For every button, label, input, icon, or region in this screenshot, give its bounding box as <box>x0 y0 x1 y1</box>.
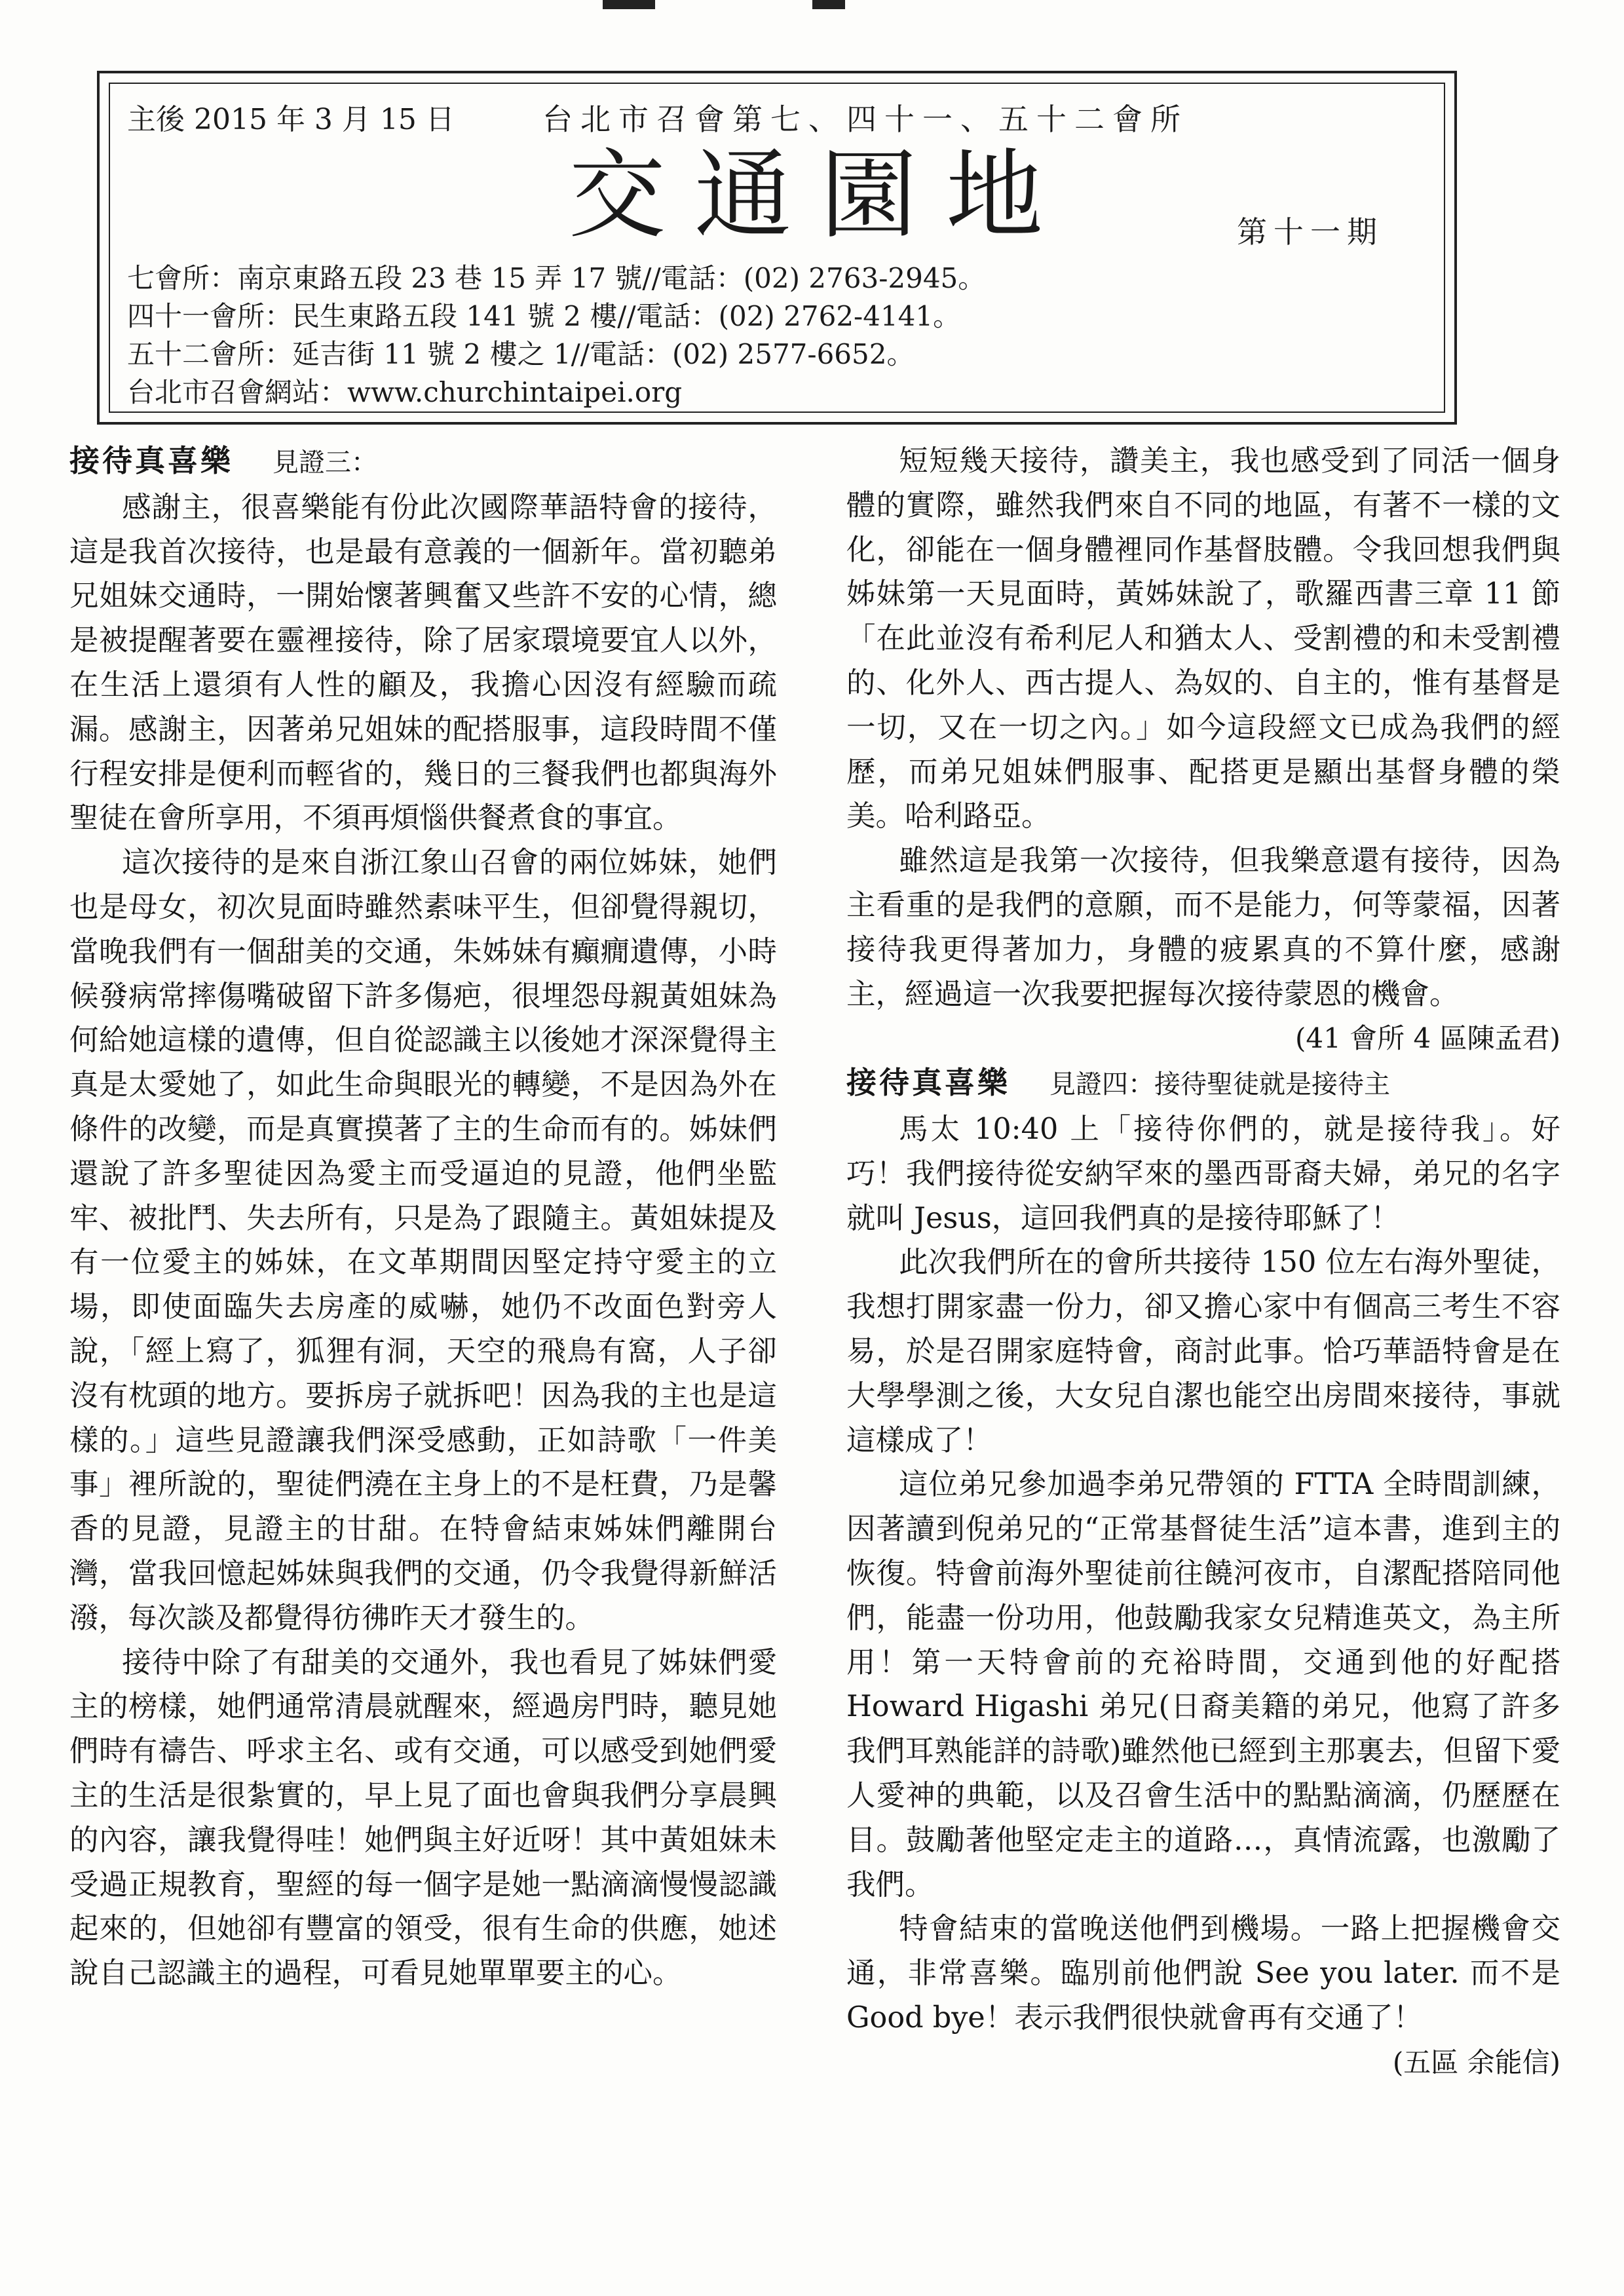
newsletter-title: 交通園地 <box>569 139 1072 252</box>
article3-heading <box>69 439 777 486</box>
article4-title: 接待真喜樂 <box>846 1065 1010 1101</box>
masthead-inner-border <box>109 83 1445 413</box>
article4-paragraph: 這位弟兄參加過李弟兄帶領的 FTTA 全時間訓練，因著讀到倪弟兄的“正常基督徒生活”這本書，進到主的恢復。特會前海外聖徒前往饒河夜市，自潔配搭陪同他們，能盡一份功用，他鼓勵我家女兒精進英文，為主所用！第一天特會前的充裕時間，交通到他的好配搭 Howard Higashi 弟兄(日裔美籍的弟兄，他寫了許多我們耳熟能詳的詩歌)雖然他已經到主那裏去，但留下愛人愛神的典範，以及召會生活中的點點滴滴，仍歷歷在目。鼓勵著他堅定走主的道路…，真情流露，也激勵了我們。 <box>846 1468 1560 1902</box>
article3-title: 接待真喜樂 <box>69 443 233 478</box>
website-address: 台北市召會網站：www.churchintaipei.org <box>127 376 683 408</box>
masthead <box>97 71 1457 425</box>
article4-paragraph: 特會結束的當晚送他們到機場。一路上把握機會交通，非常喜樂。臨別前他們說 See you later. 而不是 Good bye！表示我們很快就會再有交通了！ <box>846 1912 1560 2035</box>
address-hall-41: 四十一會所：民生東路五段 141 號 2 樓//電話：(02) 2762-4141。 <box>127 300 961 332</box>
scan-mark <box>812 0 845 9</box>
article3-paragraph: 接待中除了有甜美的交通外，我也看見了姊妹們愛主的榜樣，她們通常清晨就醒來，經過房門時，聽見她們時有禱告、呼求主名、或有交通，可以感受到她們愛主的生活是很紮實的，早上見了面也會與我們分享晨興的內容，讓我覺得哇！她們與主好近呀！其中黃姐妹未受過正規教育，聖經的每一個字是她一點滴滴慢慢認識起來的，但她卻有豐富的領受，很有生命的供應，她述說自己認識主的過程，可看見她單單要主的心。 <box>69 1645 777 1991</box>
issue-date: 主後 2015 年 3 月 15 日 <box>127 103 455 136</box>
article4-heading <box>846 1061 1560 1107</box>
issue-number: 第十一期 <box>1237 214 1384 250</box>
article3-subtitle: 見證三： <box>273 448 377 478</box>
article4-paragraph: 此次我們所在的會所共接待 150 位左右海外聖徒，我想打開家盡一份力，卻又擔心家中有個高三考生不容易，於是召開家庭特會，商討此事。恰巧華語特會是在大學學測之後，大女兒自潔也能空出房間來接待，事就這樣成了！ <box>846 1246 1560 1457</box>
right-column <box>846 439 1560 2084</box>
article4-subtitle: 見證四：接待聖徒就是接待主 <box>1049 1069 1390 1100</box>
article3-paragraph: 感謝主，很喜樂能有份此次國際華語特會的接待，這是我首次接待，也是最有意義的一個新年。當初聽弟兄姐妹交通時，一開始懷著興奮又些許不安的心情，總是被提醒著要在靈裡接待，除了居家環境要宜人以外，在生活上還須有人性的顧及，我擔心因沒有經驗而疏漏。感謝主，因著弟兄姐妹的配搭服事，這段時間不僅行程安排是便利而輕省的，幾日的三餐我們也都與海外聖徒在會所享用，不須再煩惱供餐煮食的事宜。 <box>69 490 777 835</box>
left-column <box>69 439 777 1996</box>
article3-paragraph: 短短幾天接待，讚美主，我也感受到了同活一個身體的實際，雖然我們來自不同的地區，有著不一樣的文化，卻能在一個身體裡同作基督肢體。令我回想我們與姊妹第一天見面時，黃姊妹說了，歌羅西書三章 11 節「在此並沒有希利尼人和猶太人、受割禮的和未受割禮的、化外人、西古提人、為奴的、自主的，惟有基督是一切，又在一切之內。」如今這段經文已成為我們的經歷，而弟兄姐妹們服事、配搭更是顯出基督身體的榮美。哈利路亞。 <box>846 444 1560 833</box>
article3-paragraph: 這次接待的是來自浙江象山召會的兩位姊妹，她們也是母女，初次見面時雖然素味平生，但卻覺得親切，當晚我們有一個甜美的交通，朱姊妹有癲癇遺傳，小時候發病常摔傷嘴破留下許多傷疤，很埋怨母親黃姐妹為何給她這樣的遺傳，但自從認識主以後她才深深覺得主真是太愛她了，如此生命與眼光的轉變，不是因為外在條件的改變，而是真實摸著了主的生命而有的。姊妹們還說了許多聖徒因為愛主而受逼迫的見證，他們坐監牢、被批鬥、失去所有，只是為了跟隨主。黃姐妹提及有一位愛主的姊妹，在文革期間因堅定持守愛主的立場，即使面臨失去房產的威嚇，她仍不改面色對旁人說，「經上寫了，狐狸有洞，天空的飛鳥有窩，人子卻沒有枕頭的地方。要拆房子就拆吧！因為我的主也是這樣的。」這些見證讓我們深受感動，正如詩歌「一件美事」裡所說的，聖徒們澆在主身上的不是枉費，乃是馨香的見證，見證主的甘甜。在特會結束姊妹們離開台灣，當我回憶起姊妹與我們的交通，仍令我覺得新鮮活潑，每次談及都覺得彷彿昨天才發生的。 <box>69 846 777 1635</box>
article4-signature: (五區 余能信) <box>1392 2046 1560 2078</box>
address-hall-7: 七會所：南京東路五段 23 巷 15 弄 17 號//電話：(02) 2763-2945。 <box>127 262 986 294</box>
article3-paragraph: 雖然這是我第一次接待，但我樂意還有接待，因為主看重的是我們的意願，而不是能力，何等蒙福，因著接待我更得著加力，身體的疲累真的不算什麼，感謝主，經過這一次我要把握每次接待蒙恩的機會。 <box>846 844 1560 1011</box>
church-name: 台北市召會第七、四十一、五十二會所 <box>542 102 1188 137</box>
address-hall-52: 五十二會所：延吉街 11 號 2 樓之 1//電話：(02) 2577-6652。 <box>127 338 915 370</box>
article4-paragraph: 馬太 10:40 上「接待你們的，就是接待我」。好巧！我們接待從安納罕來的墨西哥裔夫婦，弟兄的名字就叫 Jesus，這回我們真的是接待耶穌了！ <box>846 1112 1560 1235</box>
scan-mark <box>603 0 655 9</box>
article3-signature: (41 會所 4 區陳孟君) <box>1295 1022 1560 1055</box>
